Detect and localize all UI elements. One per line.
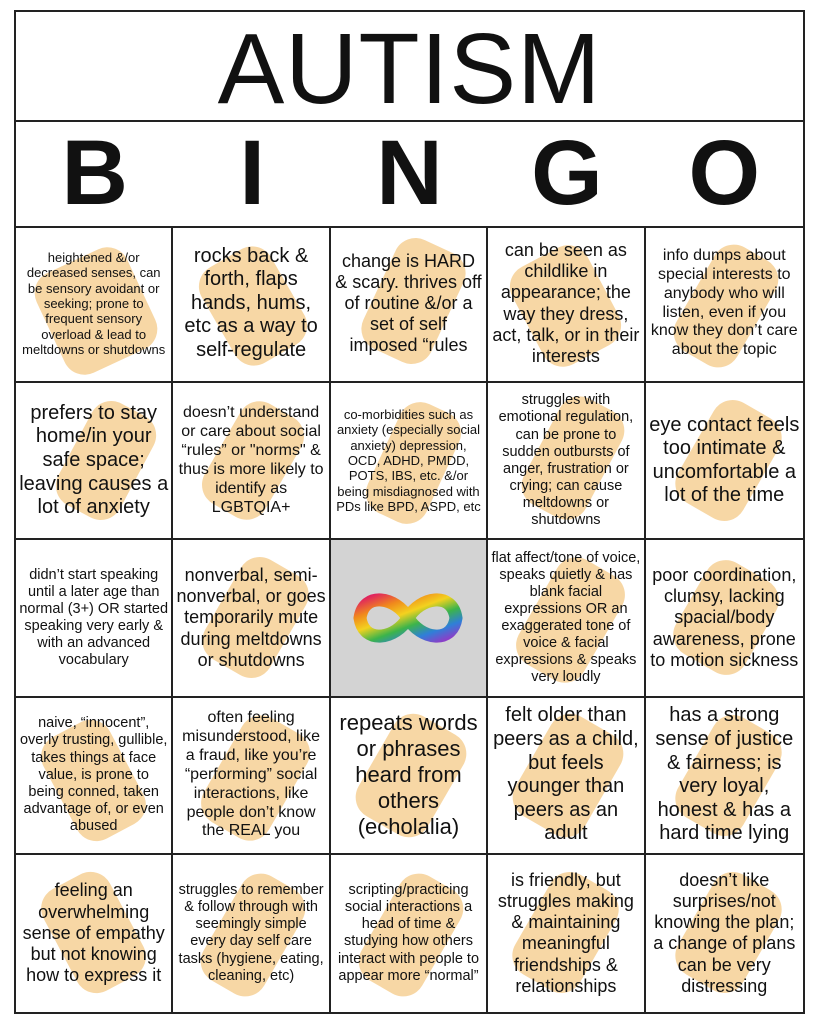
bingo-cell-9[interactable] xyxy=(488,383,645,540)
bingo-letter-i: I xyxy=(239,122,265,224)
bingo-letter-b: B xyxy=(61,122,128,224)
title-row xyxy=(16,12,803,125)
cell-text: poor coordination, clumsy, lacking spacial/body awareness, prone to motion sickness xyxy=(650,564,799,670)
cell-text: doesn’t like surprises/not knowing the plan; a change of plans can be very distressing xyxy=(653,869,796,996)
bingo-free-space[interactable] xyxy=(331,540,488,697)
bingo-cell-3[interactable] xyxy=(331,226,488,383)
bingo-cell-20[interactable] xyxy=(646,698,803,855)
cell-text: change is HARD & scary. thrives off of routine &/or a set of self imposed “rules xyxy=(335,250,482,356)
bingo-cell-16[interactable] xyxy=(16,698,173,855)
cell-text: naive, “innocent”, overly trusting, gullible, takes things at face value, is prone to being conned, taken advantage of, or even abused xyxy=(19,715,168,834)
bingo-letter-n: N xyxy=(376,122,443,224)
bingo-cell-6[interactable] xyxy=(16,383,173,540)
cell-text: doesn’t understand or care about social “rules” or "norms" & thus is more likely to identify as LGBTQIA+ xyxy=(178,404,324,516)
bingo-cell-11[interactable] xyxy=(16,540,173,697)
bingo-cell-1[interactable] xyxy=(16,226,173,383)
bingo-grid xyxy=(16,226,803,1012)
cell-text: heightened &/or decreased senses, can be sensory avoidant or seeking; prone to frequent sensory overload & lead to meltdowns or shutdowns xyxy=(22,249,166,357)
bingo-cell-7[interactable] xyxy=(173,383,330,540)
cell-text: flat affect/tone of voice, speaks quietly & has blank facial expressions OR an exaggerated tone of voice & facial expressions & speaks very loudly xyxy=(491,549,641,686)
bingo-cell-4[interactable] xyxy=(488,226,645,383)
bingo-cell-25[interactable] xyxy=(646,855,803,1012)
cell-text: often feeling misunderstood, like a fraud, like you’re “performing” social interactions, like people don’t know the REAL you xyxy=(182,709,321,840)
cell-text: rocks back & forth, flaps hands, hums, etc as a way to self-regulate xyxy=(184,244,318,361)
bingo-header xyxy=(16,120,803,228)
bingo-cell-8[interactable] xyxy=(331,383,488,540)
bingo-letter-o: O xyxy=(688,122,761,224)
cell-text: is friendly, but struggles making & maintaining meaningful friendships & relationships xyxy=(497,869,634,996)
bingo-card xyxy=(14,10,805,1014)
cell-text: didn’t start speaking until a later age than normal (3+) OR started speaking very early & with an advanced vocabulary xyxy=(19,566,169,669)
cell-text: felt older than peers as a child, but feels younger than peers as an adult xyxy=(493,704,639,845)
cell-text: can be seen as childlike in appearance; the way they dress, act, talk, or in their interests xyxy=(492,239,640,367)
cell-text: nonverbal, semi-nonverbal, or goes temporarily mute during meltdowns or shutdowns xyxy=(176,564,326,670)
cell-text: struggles with emotional regulation, can be prone to sudden outbursts of anger, frustration or crying; can cause meltdowns or shutdowns xyxy=(498,392,634,529)
cell-text: scripting/practicing social interactions a head of time & studying how others interact with people to appear more “normal” xyxy=(337,882,480,984)
cell-text: co-morbidities such as anxiety (especially social anxiety) depression, OCD, ADHD, PMDD, POTS, IBS, etc. &/or being misdiagnosed with PDs like BPD, ASPD, etc xyxy=(336,407,481,515)
cell-text: eye contact feels too intimate & uncomfortable a lot of the time xyxy=(649,413,800,507)
bingo-cell-10[interactable] xyxy=(646,383,803,540)
bingo-cell-21[interactable] xyxy=(16,855,173,1012)
bingo-cell-24[interactable] xyxy=(488,855,645,1012)
bingo-cell-5[interactable] xyxy=(646,226,803,383)
bingo-cell-18[interactable] xyxy=(331,698,488,855)
bingo-cell-14[interactable] xyxy=(488,540,645,697)
bingo-cell-23[interactable] xyxy=(331,855,488,1012)
bingo-cell-12[interactable] xyxy=(173,540,330,697)
cell-text: prefers to stay home/in your safe space; leaving causes a lot of anxiety xyxy=(19,401,169,519)
cell-text: repeats words or phrases heard from others (echolalia) xyxy=(339,710,478,840)
cell-text: info dumps about special interests to anybody who will listen, even if you know they don’t care about the topic xyxy=(650,246,798,359)
bingo-cell-22[interactable] xyxy=(173,855,330,1012)
bingo-cell-19[interactable] xyxy=(488,698,645,855)
page-title: AUTISM xyxy=(217,13,602,125)
bingo-letter-g: G xyxy=(531,122,603,224)
cell-text: has a strong sense of justice & fairness; is very loyal, honest & has a hard time lying xyxy=(655,704,794,845)
cell-text: struggles to remember & follow through with seemingly simple every day self care tasks (hygiene, eating, cleaning, etc) xyxy=(178,882,324,984)
bingo-cell-15[interactable] xyxy=(646,540,803,697)
cell-text: feeling an overwhelming sense of empathy but not knowing how to express it xyxy=(22,880,165,986)
bingo-cell-17[interactable] xyxy=(173,698,330,855)
rainbow-infinity-icon xyxy=(346,583,470,653)
bingo-cell-2[interactable] xyxy=(173,226,330,383)
